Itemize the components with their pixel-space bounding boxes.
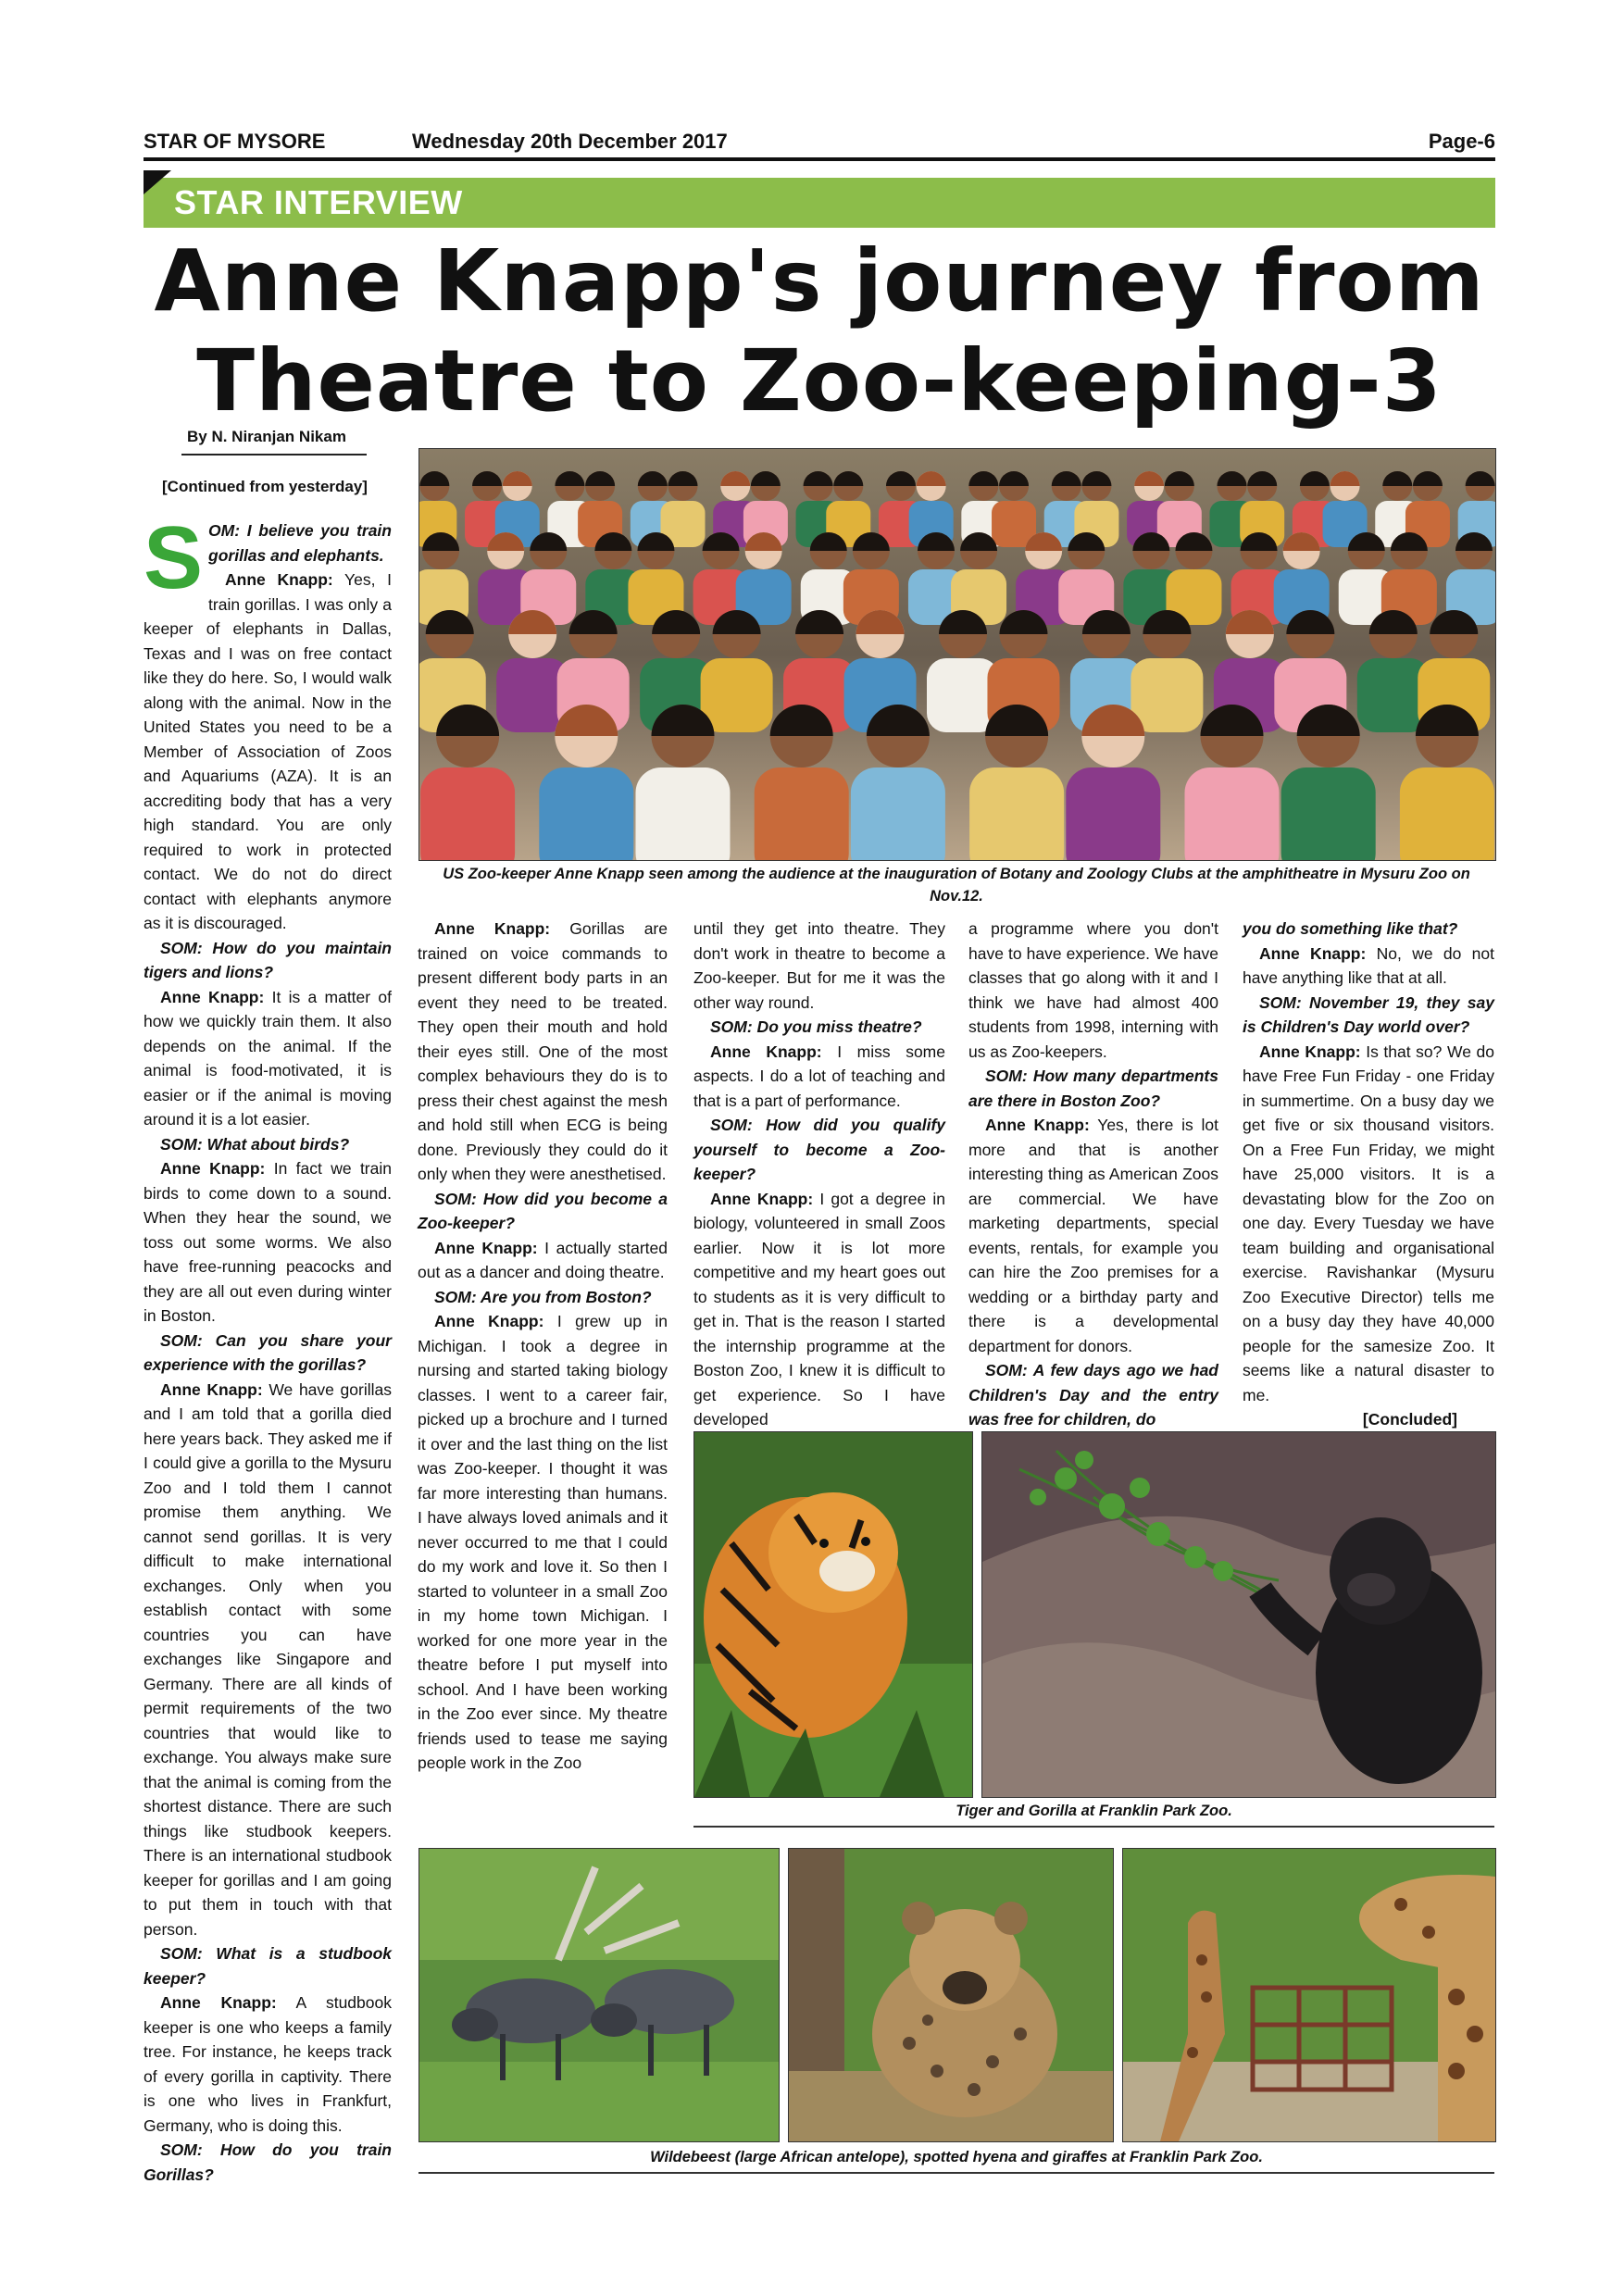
answer-paragraph — [693, 917, 945, 1015]
hyena-photo — [788, 1848, 1114, 2142]
issue-date: Wednesday 20th December 2017 — [412, 130, 728, 153]
article-column-5 — [1243, 917, 1494, 1432]
question-paragraph — [968, 1358, 1218, 1432]
answer-text: In fact we train birds to come down to a sound. When they hear the sound, we toss out some worms. We also have free-running peacocks and they are all out even during winter in Boston. — [144, 1159, 392, 1325]
question-paragraph — [418, 1285, 668, 1310]
question-text: SOM: How do you train Gorillas? — [144, 2140, 392, 2184]
audience-photo — [418, 448, 1496, 861]
body-text: a programme where you don't have to have experience. We have classes that go along with it and I think we have had almost 400 students from 1998, interning with us as Zoo-keepers. — [968, 919, 1218, 1061]
answer-paragraph — [1243, 1040, 1494, 1408]
answer-paragraph — [144, 1990, 392, 2138]
speaker-label: Anne Knapp: — [1259, 1042, 1361, 1061]
body-text: until they get into theatre. They don't work in theatre to become a Zoo-keeper. But for me it was the other way round. — [693, 919, 945, 1012]
headline — [144, 231, 1495, 431]
answer-text: I miss some aspects. I do a lot of teaching and that is a part of performance. — [693, 1042, 945, 1110]
question-text: SOM: Can you share your experience with the gorillas? — [144, 1330, 392, 1374]
page-number: Page-6 — [1428, 130, 1495, 153]
banner-corner-mark — [144, 170, 171, 194]
article-column-3 — [693, 917, 945, 1432]
audience-member-body — [636, 767, 731, 860]
masthead — [144, 128, 1495, 156]
question-text: SOM: How many departments are there in Boston Zoo? — [968, 1067, 1218, 1110]
answer-text: Yes, I train gorillas. I was only a keeper of elephants in Dallas, Texas and I was on free contact like they do here. So, I would walk along with the animal. Now in the United States you need to be a Member of Association of Zoos and Aquariums (AZA). It is an accrediting body that has a very high standard. You are only required to work in protected contact. We do not do direct contact with elephants anymore as it is discouraged. — [144, 570, 392, 932]
answer-paragraph — [418, 1236, 668, 1285]
audience-member-body — [1185, 767, 1280, 860]
paper-name: STAR OF MYSORE — [144, 130, 326, 153]
question-text: you do something like that? — [1243, 919, 1458, 938]
answer-paragraph — [144, 1378, 392, 1942]
continued-note: [Continued from yesterday] — [162, 478, 368, 495]
answer-text: Gorillas are trained on voice commands to present different body parts in an event they need to be treated. They open their mouth and hold their eyes still. One of the most complex behaviours they do is to press their chest against the mesh and hold still when ECG is being done. Previously they could do it only when they were anesthetised. — [418, 919, 668, 1183]
answer-paragraph — [968, 917, 1218, 1064]
answer-paragraph — [968, 1113, 1218, 1358]
question-text: OM: I believe you train gorillas and elephants. — [208, 521, 392, 565]
question-paragraph — [144, 2138, 392, 2187]
answer-text: No, we do not have anything like that at all. — [1243, 943, 1494, 987]
answer-paragraph — [144, 1156, 392, 1329]
speaker-label: Anne Knapp: — [160, 1379, 263, 1399]
audience-member-body — [539, 767, 633, 860]
question-paragraph — [144, 1941, 392, 1990]
speaker-label: Anne Knapp: — [710, 1189, 814, 1208]
speaker-label: Anne Knapp: — [985, 1116, 1090, 1134]
tiger-gorilla-caption: Tiger and Gorilla at Franklin Park Zoo. — [956, 1803, 1232, 1819]
speaker-label: Anne Knapp: — [434, 1312, 544, 1330]
question-paragraph — [968, 1064, 1218, 1113]
wildebeest-photo — [418, 1848, 780, 2142]
answer-text: Is that so? We do have Free Fun Friday - one Friday in summertime. On a busy day we get five or six thousand visitors. On a Free Fun Friday, we might have 25,000 visitors. It is a devastating blow for the Zoo on one day. Every Tuesday we have team building and organisational exercise. Ravishankar (Mysuru Zoo Executive Director) tells me on a busy day they have 40,000 people for the samesize Zoo. It seems like a natural disaster to me. — [1243, 1042, 1494, 1404]
speaker-label: Anne Knapp: — [434, 1238, 538, 1257]
question-text: SOM: How did you become a Zoo-keeper? — [418, 1189, 668, 1232]
question-paragraph — [1243, 991, 1494, 1040]
answer-text: I grew up in Michigan. I took a degree in nursing and started taking biology classes. I went to a career fair, picked up a brochure and I turned it over and the last thing on the list was Zoo-keeper. I thought it was far more interesting than humans. I have always loved animals and it never occurred to me that I could do my work and love it. So then I started to volunteer in a small Zoo in my home town Michigan. I worked for one more year in the theatre before I put myself into school. And I have been working in the Zoo ever since. My theatre friends used to tease me saying people work in the Zoo — [418, 1312, 668, 1772]
speaker-label: Anne Knapp: — [160, 1159, 266, 1178]
audience-member-body — [420, 767, 515, 860]
speaker-label: Anne Knapp: — [160, 1993, 277, 2012]
answer-text: Yes, there is lot more and that is another interesting thing as American Zoos are commercial. We have marketing departments, special events, rentals, for example you can hire the Zoo premises for a wedding or a birthday party and there is a developmental department for donors. — [968, 1116, 1218, 1355]
question-paragraph — [418, 1187, 668, 1236]
answer-paragraph — [1243, 942, 1494, 991]
question-paragraph — [693, 1015, 945, 1040]
masthead-rule — [144, 157, 1495, 161]
question-paragraph — [1243, 917, 1494, 942]
main-photo-caption: US Zoo-keeper Anne Knapp seen among the audience at the inauguration of Botany and Zoology Clubs at the amphitheatre in Mysuru Zoo on Nov.12. — [443, 866, 1470, 905]
caption-rule-mid — [693, 1826, 1494, 1828]
giraffe-photo — [1122, 1848, 1496, 2142]
question-text: SOM: November 19, they say is Children's Day world over? — [1243, 992, 1494, 1036]
question-text: SOM: A few days ago we had Children's Day and the entry was free for children, do — [968, 1361, 1218, 1429]
tiger-photo — [693, 1431, 973, 1798]
answer-text: A studbook keeper is one who keeps a family tree. For instance, he keeps track of every gorilla in captivity. There is one who lives in Frankfurt, Germany, who is doing this. — [144, 1993, 392, 2135]
audience-member-body — [755, 767, 849, 860]
question-paragraph — [144, 1329, 392, 1378]
answer-text: I actually started out as a dancer and doing theatre. — [418, 1238, 668, 1281]
audience-member-body — [1281, 767, 1376, 860]
answer-paragraph — [144, 985, 392, 1132]
question-paragraph — [144, 1132, 392, 1157]
speaker-label: Anne Knapp: — [225, 570, 333, 589]
question-text: SOM: Are you from Boston? — [434, 1287, 652, 1306]
drop-cap: S — [144, 508, 204, 607]
audience-member-body — [851, 767, 945, 860]
answer-paragraph — [418, 917, 668, 1187]
byline-rule — [181, 454, 367, 455]
question-text: SOM: What is a studbook keeper? — [144, 1944, 392, 1988]
question-paragraph — [144, 936, 392, 985]
bottom-photo-caption: Wildebeest (large African antelope), spotted hyena and giraffes at Franklin Park Zoo. — [650, 2149, 1263, 2165]
question-text: SOM: How did you qualify yourself to become a Zoo-keeper? — [693, 1116, 945, 1183]
speaker-label: Anne Knapp: — [710, 1042, 822, 1061]
question-paragraph — [693, 1113, 945, 1187]
article-column-2 — [418, 917, 668, 1776]
section-title: STAR INTERVIEW — [174, 183, 463, 221]
audience-member-body — [1131, 658, 1203, 732]
speaker-label: Anne Knapp: — [434, 919, 551, 938]
headline-line-1: Anne Knapp's journey from — [154, 231, 1485, 331]
audience-member-body — [1066, 767, 1160, 860]
speaker-label: Anne Knapp: — [160, 987, 265, 1006]
answer-text: We have gorillas and I am told that a gorilla died here years back. They asked me if I could give a gorilla to the Mysuru Zoo and I told them I cannot promise them anything. We cannot send gorillas. It is very difficult to make international exchanges. Only when you establish contact with some countries you can have exchanges like Singapore and Germany. There are all kinds of permit requirements of the two countries that would like to exchange. You always make sure that the animal is coming from the shortest distance. There are such things like studbook keepers. There is an international studbook keeper for gorillas and I am going to put them in touch with that person. — [144, 1379, 392, 1939]
question-text: SOM: Do you miss theatre? — [710, 1017, 922, 1036]
column-1-text — [144, 508, 392, 2187]
headline-line-2: Theatre to Zoo-keeping-3 — [196, 331, 1443, 430]
answer-paragraph — [144, 568, 392, 936]
answer-paragraph — [418, 1309, 668, 1776]
gorilla-photo — [981, 1431, 1496, 1798]
speaker-label: Anne Knapp: — [1259, 943, 1367, 963]
audience-member-body — [701, 658, 773, 732]
question-text: SOM: How do you maintain tigers and lions? — [144, 938, 392, 981]
article-column-4 — [968, 917, 1218, 1432]
audience-member-body — [1400, 767, 1494, 860]
audience-member-body — [969, 767, 1064, 860]
caption-rule-bottom — [418, 2172, 1494, 2174]
answer-paragraph — [693, 1040, 945, 1114]
concluded-note: [Concluded] — [1362, 1410, 1457, 1429]
answer-text: I got a degree in biology, volunteered in small Zoos earlier. Now it is lot more competitive and my heart goes out to students as it is very difficult to get in. That is the reason I started the internship programme at the Boston Zoo, I knew it is difficult to get experience. So I have developed — [693, 1189, 945, 1429]
question-text: SOM: What about birds? — [160, 1134, 350, 1154]
byline: By N. Niranjan Nikam — [187, 428, 346, 445]
answer-text: It is a matter of how we quickly train them. It also depends on the animal. If the animal is food-motivated, it is easier or if the animal is moving around it is a lot easier. — [144, 987, 392, 1129]
answer-paragraph — [693, 1187, 945, 1432]
article-column-1 — [144, 508, 392, 2187]
